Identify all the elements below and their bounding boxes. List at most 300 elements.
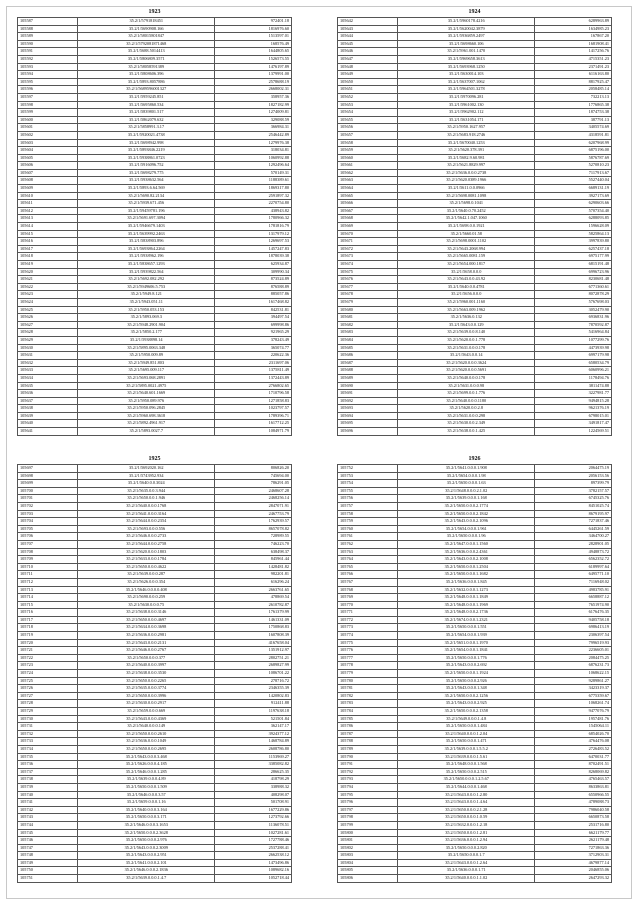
reference-cell: 35.2/1/5936859.2497 [398,33,535,41]
reference-cell: 35.2/1/5698.0081.1098 [398,192,535,200]
reference-cell: 35.2/1/5640.0.0.0.1.2.04 [398,730,535,738]
table-row [18,700,292,708]
row-number-cell: 105730 [18,715,78,723]
table-row [338,329,612,337]
reference-cell: 35.2/1/5650.0.0.0.1.96 [398,533,535,541]
amount-cell: 394497.54 [215,314,292,322]
table-row [338,321,612,329]
amount-cell: 318034.81 [215,147,292,155]
row-number-cell: 105805 [338,867,398,875]
amount-cell: 1428481.82 [215,563,292,571]
table-row [338,253,612,261]
table-row [18,753,292,761]
amount-cell: 6745325.76 [535,495,612,503]
amount-cell: 1197638.18 [215,708,292,716]
row-number-cell: 105726 [18,685,78,693]
amount-cell: 2828901.05 [535,540,612,548]
amount-cell: 387791.13 [535,116,612,124]
amount-cell: 1068622.15 [535,670,612,678]
table-row [18,63,292,71]
row-number-cell: 105631 [18,352,78,360]
table-row [338,609,612,617]
row-number-cell: 105592 [18,55,78,63]
reference-cell: 35.2/1/5643.0.0.0.2131 [78,639,215,647]
row-number-cell: 105752 [338,465,398,473]
row-number-cell: 105718 [18,624,78,632]
amount-cell: 2468607.28 [215,487,292,495]
amount-cell: 616296.24 [215,578,292,586]
table-row [18,548,292,556]
table-row [338,245,612,253]
table-row [18,844,292,852]
row-number-cell: 105685 [338,344,398,352]
table-block-1925 [17,455,292,883]
table-row [338,78,612,86]
reference-cell: 35.2/1/5960178.4216 [398,18,535,26]
amount-cell: 9477076.79 [535,708,612,716]
row-number-cell: 105696 [338,428,398,436]
reference-cell: 35.2/1/5640.0.0.4781 [398,283,535,291]
reference-cell: 35.2/1/5646.0.0.0.3.1653 [78,821,215,829]
amount-cell: 6876231.73 [535,662,612,670]
amount-cell: 6207968.99 [535,139,612,147]
row-number-cell: 105679 [338,298,398,306]
row-number-cell: 105607 [18,169,78,177]
table-row [338,405,612,413]
amount-cell: 1878039.38 [215,253,292,261]
reference-cell: 35.2/1/5650.0.0.0.1.471 [398,738,535,746]
reference-cell: 35.2/1/5895.0021.4975 [78,382,215,390]
amount-cell: 2726483.52 [535,745,612,753]
reference-cell: 35.2/1/5641.0.0.0.3164 [78,510,215,518]
amount-cell: 1468784.89 [215,738,292,746]
amount-cell: 4765463.57 [535,776,612,784]
amount-cell: 2468256.14 [215,495,292,503]
reference-cell: 35.2/1/5650.0.0.0.377 [78,654,215,662]
row-number-cell: 105616 [18,238,78,246]
reference-cell: 35.2/1/5950.096.2845 [78,405,215,413]
row-number-cell: 105792 [338,768,398,776]
reference-cell: 35.2/1/5650.0.0.1.946 [78,495,215,503]
table-row [338,761,612,769]
reference-cell: 35.2/1/5665.0081.159 [398,253,535,261]
amount-cell: 3927173.69 [535,192,612,200]
reference-cell: 35.2/1/5638.0.0.0.3530 [78,670,215,678]
amount-cell: 638498.37 [215,548,292,556]
table-row [18,352,292,360]
table-row [338,200,612,208]
reference-cell: 35.2/1/5638.0.0.0.3146 [78,609,215,617]
row-number-cell: 105754 [338,480,398,488]
table-row [338,814,612,822]
amount-cell: 1224569.51 [535,428,612,436]
row-number-cell: 105759 [338,518,398,526]
reference-cell: 35.2/1/5626.0.0.0.354 [78,578,215,586]
amount-cell: 1457247.83 [215,245,292,253]
row-number-cell: 105769 [338,594,398,602]
row-number-cell: 105628 [18,329,78,337]
row-number-cell: 105760 [338,525,398,533]
table-row [338,465,612,473]
amount-cell: 885057.86 [215,291,292,299]
row-number-cell: 105757 [338,502,398,510]
reference-cell: 35.2/1/5838903.896 [78,238,215,246]
row-number-cell: 105599 [18,109,78,117]
amount-cell: 4764476.08 [535,738,612,746]
table-row [18,344,292,352]
reference-cell: 35.2/1/5636.0.0.0.1.71 [398,867,535,875]
row-number-cell: 105709 [18,556,78,564]
reference-cell: 35.2/1/5640.0.70.2452 [398,207,535,215]
table-row [18,715,292,723]
amount-cell: 1681908.41 [535,40,612,48]
reference-cell: 35.2/1/5698660.106 [398,40,535,48]
row-number-cell: 105791 [338,761,398,769]
reference-cell: 35.2/1/5969658.3613 [398,55,535,63]
reference-cell: 35.2/1/5654.0.0.0.1.1841 [398,647,535,655]
table-row [18,480,292,488]
amount-cell: 3052479.90 [535,306,612,314]
reference-cell: 35.2/1/5688.5014413 [78,48,215,56]
reference-cell: 35.2/1/5648.0.0.0.1.568 [398,761,535,769]
reference-cell: 35.2/1/5893.069.3 [78,314,215,322]
row-number-cell: 105781 [338,685,398,693]
amount-cell: 873524.89 [215,276,292,284]
amount-cell: 1271858.83 [215,397,292,405]
table-row [338,677,612,685]
reference-cell: 35.2/1/5650.0.0.0.2.515 [398,768,535,776]
table-row [18,116,292,124]
table-row [338,223,612,231]
reference-cell: 35.2/1/5960.698.3618 [78,412,215,420]
reference-cell: 35.2/1/5650.0.0.0.3996 [78,692,215,700]
reference-cell: 35.2/1/5644.0.0.0.1.468 [398,783,535,791]
table-row [338,390,612,398]
amount-cell: 2311697.06 [215,359,292,367]
row-number-cell: 105642 [338,18,398,26]
reference-cell: 35.2/1/5806809.3571 [78,55,215,63]
row-number-cell: 105636 [18,390,78,398]
amount-cell: 1596628.09 [535,223,612,231]
amount-cell: 728989.55 [215,533,292,541]
row-number-cell: 105596 [18,86,78,94]
row-number-cell: 105637 [18,397,78,405]
amount-cell: 1727788.46 [215,837,292,845]
table-row [18,510,292,518]
row-number-cell: 105802 [338,844,398,852]
row-number-cell: 105618 [18,253,78,261]
row-number-cell: 105788 [338,738,398,746]
amount-cell: 8702491.51 [535,761,612,769]
amount-cell: 1513597.01 [215,33,292,41]
table-row [18,25,292,33]
reference-cell: 35.2/1/5654.0.0.0.1.98 [398,472,535,480]
table-row [338,412,612,420]
table-row [18,829,292,837]
table-row [18,124,292,132]
reference-cell: 35.2/1/5650.0.0.0.4622 [78,563,215,571]
reference-cell: 35.2/1/5654.000.1817 [398,261,535,269]
reference-cell: 35.2/1/5650.0.0.0.2.3628 [78,829,215,837]
table-row [18,776,292,784]
amount-cell: 3782157.57 [535,487,612,495]
reference-cell: 35.2/1/5620.0.0.0.3624 [398,359,535,367]
reference-cell: 35.2/1/5636.0.0.0.2981 [78,632,215,640]
reference-cell: 35.2/1/5639.0.0.0.1.4.7 [78,875,215,883]
amount-cell: 921965.29 [215,329,292,337]
table-row [18,609,292,617]
table-row [338,594,612,602]
row-number-cell: 105668 [338,215,398,223]
table-row [338,799,612,807]
reference-cell: 35.2/1/5658.0.0.0 [398,268,535,276]
row-number-cell: 105732 [18,730,78,738]
row-number-cell: 105778 [338,662,398,670]
reference-cell: 35.2/1/5948.2901.904 [78,321,215,329]
table-row [338,131,612,139]
amount-cell: 7986040.58 [535,806,612,814]
row-number-cell: 105735 [18,753,78,761]
table-row [18,261,292,269]
table-row [18,306,292,314]
table-row [338,367,612,375]
reference-cell: 35.2/1/5643.0.0.0.1.348 [398,685,535,693]
reference-cell: 35.2/1/5650.0.0.0.1.2.81 [398,829,535,837]
data-table [17,17,292,436]
amount-cell: 2046855.06 [535,867,612,875]
amount-cell: 220622.36 [215,352,292,360]
table-row [338,154,612,162]
reference-cell: 35.2/1/5640.0.0.0.1.1.02 [398,875,535,883]
table-row [338,192,612,200]
reference-cell: 35.2/1/5698.0.0.1921 [398,223,535,231]
row-number-cell: 105724 [18,670,78,678]
reference-cell: 35.2/1/5643.0.0.0.2.692 [398,662,535,670]
amount-cell: 1710796.58 [215,390,292,398]
table-row [338,685,612,693]
table-row [338,291,612,299]
table-row [338,837,612,845]
amount-cell: 3385082.82 [215,761,292,769]
amount-cell: 2802751.21 [215,654,292,662]
amount-cell: 9405758.18 [535,616,612,624]
reference-cell: 35.2/1/5698.0.1041 [398,200,535,208]
reference-cell: 35.2/1/58015801847 [78,33,215,41]
row-number-cell: 105771 [338,609,398,617]
table-row [18,238,292,246]
reference-cell: 35.2/1/5631.0.0.0.298 [398,412,535,420]
row-number-cell: 105746 [18,837,78,845]
table-row [338,586,612,594]
row-number-cell: 105663 [338,177,398,185]
amount-cell: 1617712.25 [215,420,292,428]
row-number-cell: 105794 [338,783,398,791]
amount-cell: 4318591.81 [535,131,612,139]
reference-cell: 35.2/1/5650.0.0.0.1.1682 [398,571,535,579]
row-number-cell: 105651 [338,86,398,94]
table-row [18,495,292,503]
reference-cell: 35.2/1/5938632.564 [78,177,215,185]
table-row [18,502,292,510]
row-number-cell: 105763 [338,548,398,556]
reference-cell: 35.2/1/5635.0.0.0.3774 [78,685,215,693]
reference-cell: 35.2/1/5630014.103 [398,71,535,79]
reference-cell: 35.2/1/5637007.1062 [398,78,535,86]
reference-cell: 35.2/1/5643.2068.994 [398,245,535,253]
amount-cell: 897399.79 [535,480,612,488]
table-row [18,329,292,337]
table-row [18,837,292,845]
row-number-cell: 105673 [338,253,398,261]
amount-cell: 1178494.76 [535,374,612,382]
reference-cell: 35.2/1/5698279.775 [78,169,215,177]
row-number-cell: 105706 [18,533,78,541]
table-row [338,352,612,360]
amount-cell: 438943.82 [215,207,292,215]
row-number-cell: 105633 [18,367,78,375]
table-row [18,40,292,48]
table-title: 1924 [468,9,481,15]
amount-cell: 6289963.89 [535,18,612,26]
reference-cell: 35.2/1/5640.0.0.0.149 [78,723,215,731]
table-row [338,116,612,124]
row-number-cell: 105603 [18,139,78,147]
reference-cell: 35.2/1/5620.0.0.0.5691 [398,367,535,375]
table-row [18,586,292,594]
row-number-cell: 105749 [18,859,78,867]
amount-cell: 1292496.64 [215,162,292,170]
reference-cell: 35.2/1/5644.0.0.0.2758 [78,540,215,548]
row-number-cell: 105776 [338,647,398,655]
table-row [18,139,292,147]
reference-cell: 35.2/1/5838657.1293 [78,261,215,269]
row-number-cell: 105615 [18,230,78,238]
row-number-cell: 105703 [18,510,78,518]
row-number-cell: 105627 [18,321,78,329]
reference-cell: 35.2/1/5939822.564 [78,268,215,276]
amount-cell: 1027281.61 [215,829,292,837]
table-row [338,852,612,860]
amount-cell: 1869317.80 [215,185,292,193]
table-row [338,40,612,48]
amount-cell: 3811474.88 [535,382,612,390]
amount-cell: 1089682.16 [215,867,292,875]
row-number-cell: 105593 [18,63,78,71]
amount-cell: 8268069.82 [535,768,612,776]
row-number-cell: 105655 [338,116,398,124]
table-row [338,768,612,776]
row-number-cell: 105717 [18,616,78,624]
row-number-cell: 105758 [338,510,398,518]
table-row [18,563,292,571]
amount-cell: 3405574.69 [535,124,612,132]
amount-cell: 1375811.49 [215,367,292,375]
reference-cell: 35.2/1/5649.0.0.0.1.4.8 [398,715,535,723]
row-number-cell: 105773 [338,624,398,632]
reference-cell: 35.2/1/5692.082.292 [78,276,215,284]
amount-cell: 1677229.86 [215,806,292,814]
amount-cell: 845961.44 [215,556,292,564]
reference-cell: 35.2/1/5895.0063.348 [78,344,215,352]
table-row [338,314,612,322]
amount-cell: 8451025.74 [535,502,612,510]
amount-cell: 2058485.14 [535,86,612,94]
amount-cell: 2467753.79 [215,510,292,518]
table-row [18,185,292,193]
reference-cell: 35.2/1/5631054.171 [398,116,535,124]
amount-cell: 2766802.65 [215,382,292,390]
amount-cell: 6986413.19 [535,624,612,632]
reference-cell: 35.2/1/5647.0.0.0.1.1560 [398,540,535,548]
table-row [18,556,292,564]
amount-cell: 1957481.76 [535,715,612,723]
table-row [338,238,612,246]
amount-cell: 912411.88 [215,700,292,708]
reference-cell: 35.2/1/5639.0.0.0.287 [78,571,215,579]
row-number-cell: 105722 [18,654,78,662]
row-number-cell: 105610 [18,192,78,200]
reference-cell: 35.2/1/5650.0.0.0.1.484 [398,723,535,731]
row-number-cell: 105689 [338,374,398,382]
table-row [18,314,292,322]
row-number-cell: 105797 [338,806,398,814]
reference-cell: 35.2/1/5646.0.0.0.2733 [78,533,215,541]
table-row [338,101,612,109]
row-number-cell: 105721 [18,647,78,655]
reference-cell: 35.2/1/5643.0.0.0.2.951 [78,852,215,860]
reference-cell: 35.2/1/5648.0.0.0.1.1969 [398,601,535,609]
table-row [338,502,612,510]
amount-cell: 5527440.04 [535,177,612,185]
reference-cell: 35.2/1/5650.0.0.0.4697 [78,616,215,624]
row-number-cell: 105625 [18,306,78,314]
table-row [338,745,612,753]
table-row [18,692,292,700]
row-number-cell: 105723 [18,662,78,670]
reference-cell: 35.2/1/5650.0.0.0.2.976 [78,837,215,845]
row-number-cell: 105743 [18,814,78,822]
table-block-1923 [17,8,292,436]
reference-cell: 35.2/1/5636.0.0.0.2.4361 [398,548,535,556]
table-row [338,495,612,503]
row-number-cell: 105697 [18,465,78,473]
table-row [338,374,612,382]
amount-cell: 4679877.14 [535,859,612,867]
reference-cell: 35.2/1/5964501.3278 [398,86,535,94]
table-row [18,367,292,375]
table-row [18,71,292,79]
reference-cell: 35.2/1/5648.0.0.0.2.1736 [398,609,535,617]
reference-cell: 35.2/1/5651.0.0.0.1.1970 [398,639,535,647]
reference-cell: 35.2/1/5650.0.0.0.1.7 [398,852,535,860]
table-row [338,844,612,852]
table-row [18,875,292,883]
table-row [338,230,612,238]
table-row [18,768,292,776]
row-number-cell: 105678 [338,291,398,299]
amount-cell: 1052718.44 [215,875,292,883]
amount-cell: 365074.77 [215,344,292,352]
reference-cell: 35.2/1/5650.0.0.0.2.926 [398,677,535,685]
row-number-cell: 105629 [18,336,78,344]
amount-cell: 358957.36 [215,93,292,101]
reference-cell: 35.2/1/5650.0.0.0.2.1774 [398,502,535,510]
table-row [338,692,612,700]
row-number-cell: 105608 [18,177,78,185]
row-number-cell: 105657 [338,131,398,139]
table-row [338,783,612,791]
table-row [338,624,612,632]
